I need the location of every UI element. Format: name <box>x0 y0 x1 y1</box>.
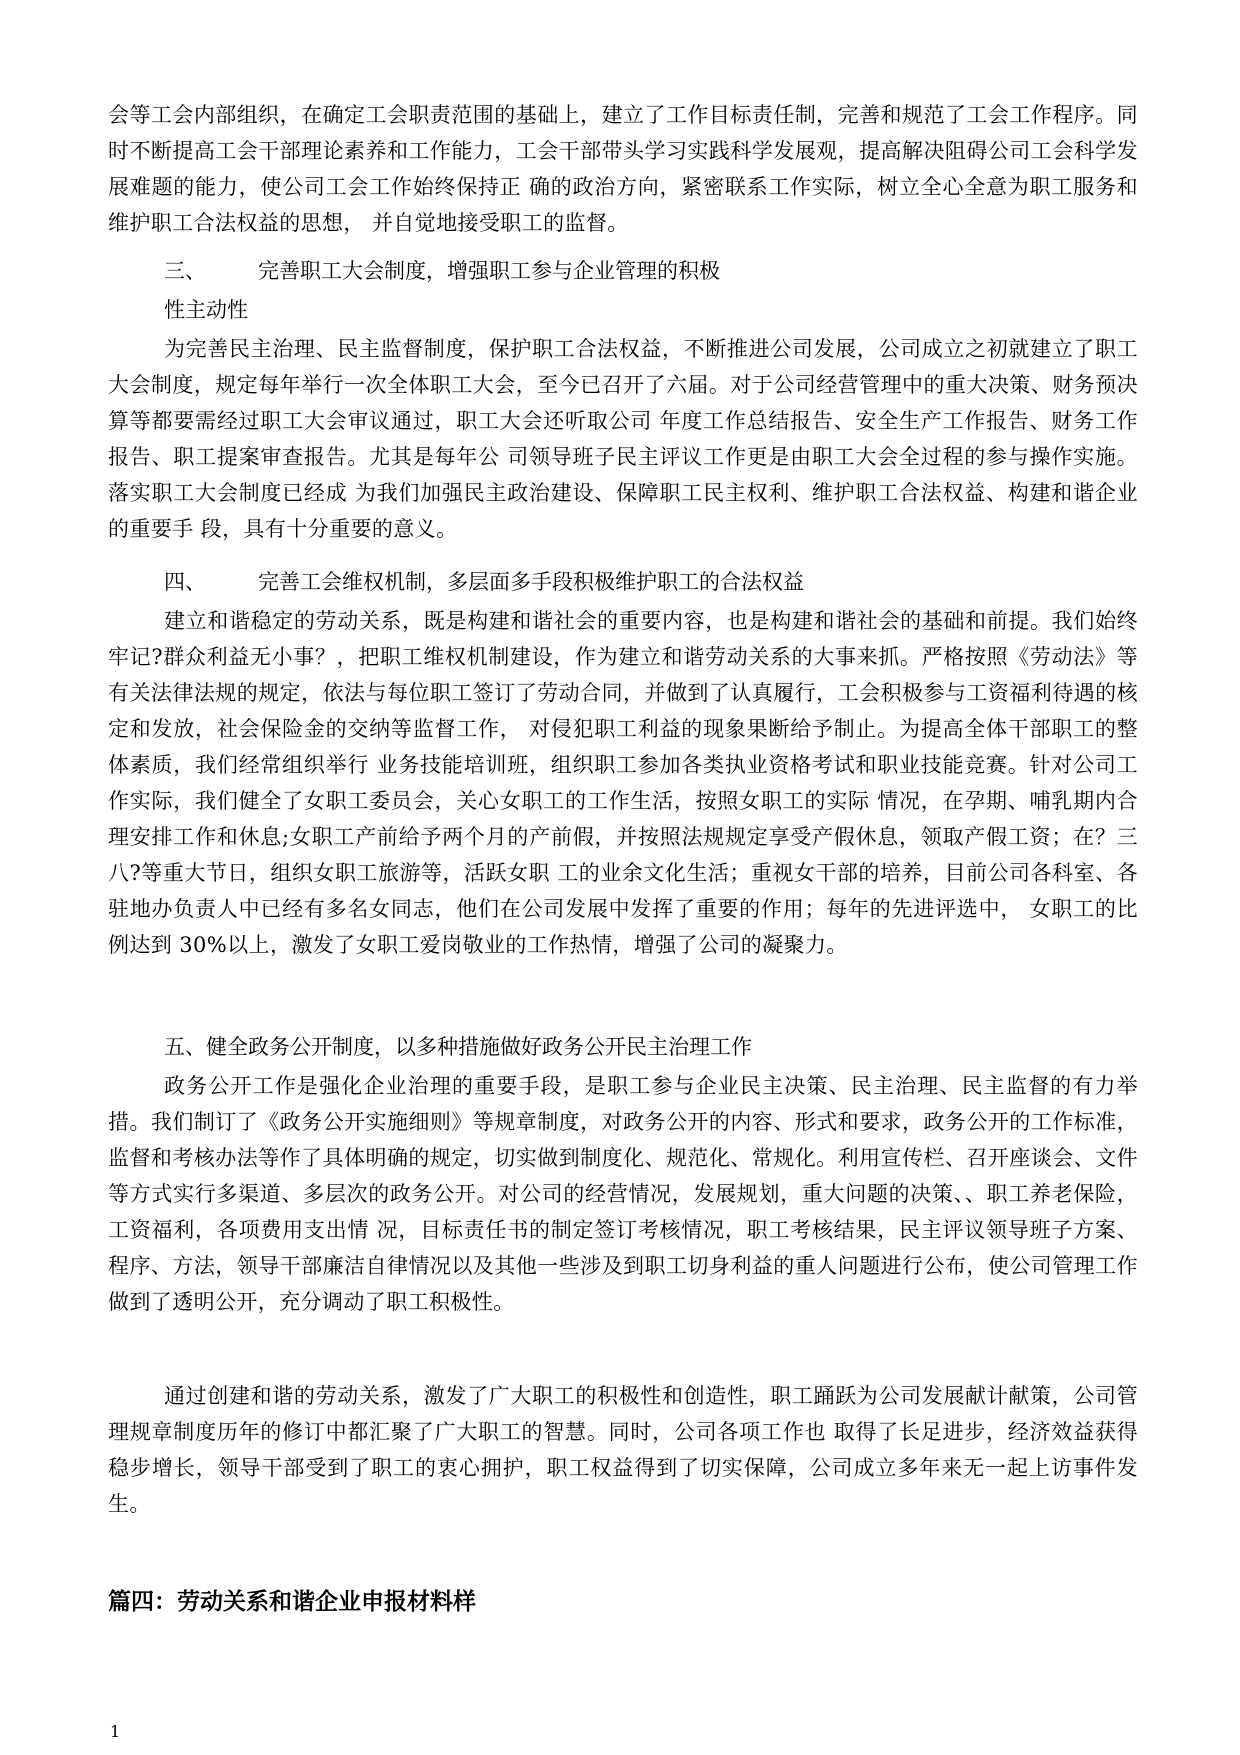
paragraph-workers-congress: 为完善民主治理、民主监督制度，保护职工合法权益，不断推进公司发展，公司成立之初就建立了职工大会制度，规定每年举行一次全体职工大会，至今已召开了六届。对于公司经营管理中的重大决策、财务预决算等都要需经过职工大会审议通过，职工大会还听取公司 年度工作总结报告、安全生产工作报告、财务工作报告、职工提案审查报告。尤其是每年公 司领导班子民主评议工作更是由职工大会全过程的参与操作实施。落实职工大会制度已经成 为我们加强民主政治建设、保障职工民主权利、维护职工合法权益、构建和谐企业的重要手 段，具有十分重要的意义。 <box>108 337 1138 541</box>
page-number: 1 <box>110 1722 121 1741</box>
paragraph-trade-union-organization: 会等工会内部组织，在确定工会职责范围的基础上，建立了工作目标责任制，完善和规范了工会工作程序。同时不断提高工会干部理论素养和工作能力，工会干部带头学习实践科学发展观，提高解决阻碍公司工会科学发展难题的能力，使公司工会工作始终保持正 确的政治方向，紧密联系工作实际，树立全心全意为职工服务和维护职工合法权益的思想， 并自觉地接受职工的监督。 <box>108 103 1138 235</box>
section-title: 篇四：劳动关系和谐企业申报材料样 <box>108 1589 476 1615</box>
paragraph-rights-protection: 建立和谐稳定的劳动关系，既是构建和谐社会的重要内容，也是构建和谐社会的基础和前提。我们始终牢记?群众利益无小事？，把职工维权机制建设，作为建立和谐劳动关系的大事来抓。严格按照《劳动法》等有关法律法规的规定，依法与每位职工签订了劳动合同，并做到了认真履行，工会积极参与工资福利待遇的核定和发放，社会保险金的交纳等监督工作， 对侵犯职工利益的现象果断给予制止。为提高全体干部职工的整体素质，我们经常组织举行 业务技能培训班，组织职工参加各类执业资格考试和职业技能竞赛。针对公司工作实际，我们健全了女职工委员会，关心女职工的工作生活，按照女职工的实际 情况，在孕期、哺乳期内合理安排工作和休息;女职工产前给予两个月的产前假，并按照法规规定享受产假休息，领取产假工资；在？三八?等重大节日，组织女职工旅游等，活跃女职 工的业余文化生活；重视女干部的培养，目前公司各科室、各驻地办负责人中已经有多名女同志，他们在公司发展中发挥了重要的作用；每年的先进评选中， 女职工的比例达到 30%以上，激发了女职工爱岗敬业的工作热情，增强了公司的凝聚力。 <box>108 609 1138 957</box>
heading-section-four <box>164 564 804 600</box>
heading-section-five: 五、健全政务公开制度，以多种措施做好政务公开民主治理工作 <box>164 1035 752 1059</box>
heading-text-four: 完善工会维权机制，多层面多手段积极维护职工的合法权益 <box>258 570 804 594</box>
paragraph-conclusion: 通过创建和谐的劳动关系，激发了广大职工的积极性和创造性，职工踊跃为公司发展献计献策，公司管理规章制度历年的修订中都汇聚了广大职工的智慧。同时，公司各项工作也 取得了长足进步，经济效益获得稳步增长，领导干部受到了职工的衷心拥护，职工权益得到了切实保障，公司成立多年来无一起上访事件发生。 <box>108 1384 1138 1516</box>
heading-text-three: 完善职工大会制度，增强职工参与企业管理的积极 <box>258 259 720 283</box>
heading-section-three-continued: 性主动性 <box>164 298 248 322</box>
paragraph-open-affairs: 政务公开工作是强化企业治理的重要手段，是职工参与企业民主决策、民主治理、民主监督的有力举措。我们制订了《政务公开实施细则》等规章制度，对政务公开的内容、形式和要求，政务公开的工作标准，监督和考核办法等作了具体明确的规定，切实做到制度化、规范化、常规化。利用宣传栏、召开座谈会、文件等方式实行多渠道、多层次的政务公开。对公司的经营情况，发展规划，重大问题的决策、、职工养老保险，工资福利，各项费用支出情 况，目标责任书的制定签订考核情况，职工考核结果，民主评议领导班子方案、程序、方法，领导干部廉洁自律情况以及其他一些涉及到职工切身利益的重人问题进行公布，使公司管理工作做到了透明公开，充分调动了职工积极性。 <box>108 1074 1138 1314</box>
heading-section-three <box>164 253 720 289</box>
heading-number-three: 三、 <box>164 259 206 283</box>
heading-number-four: 四、 <box>164 570 206 594</box>
